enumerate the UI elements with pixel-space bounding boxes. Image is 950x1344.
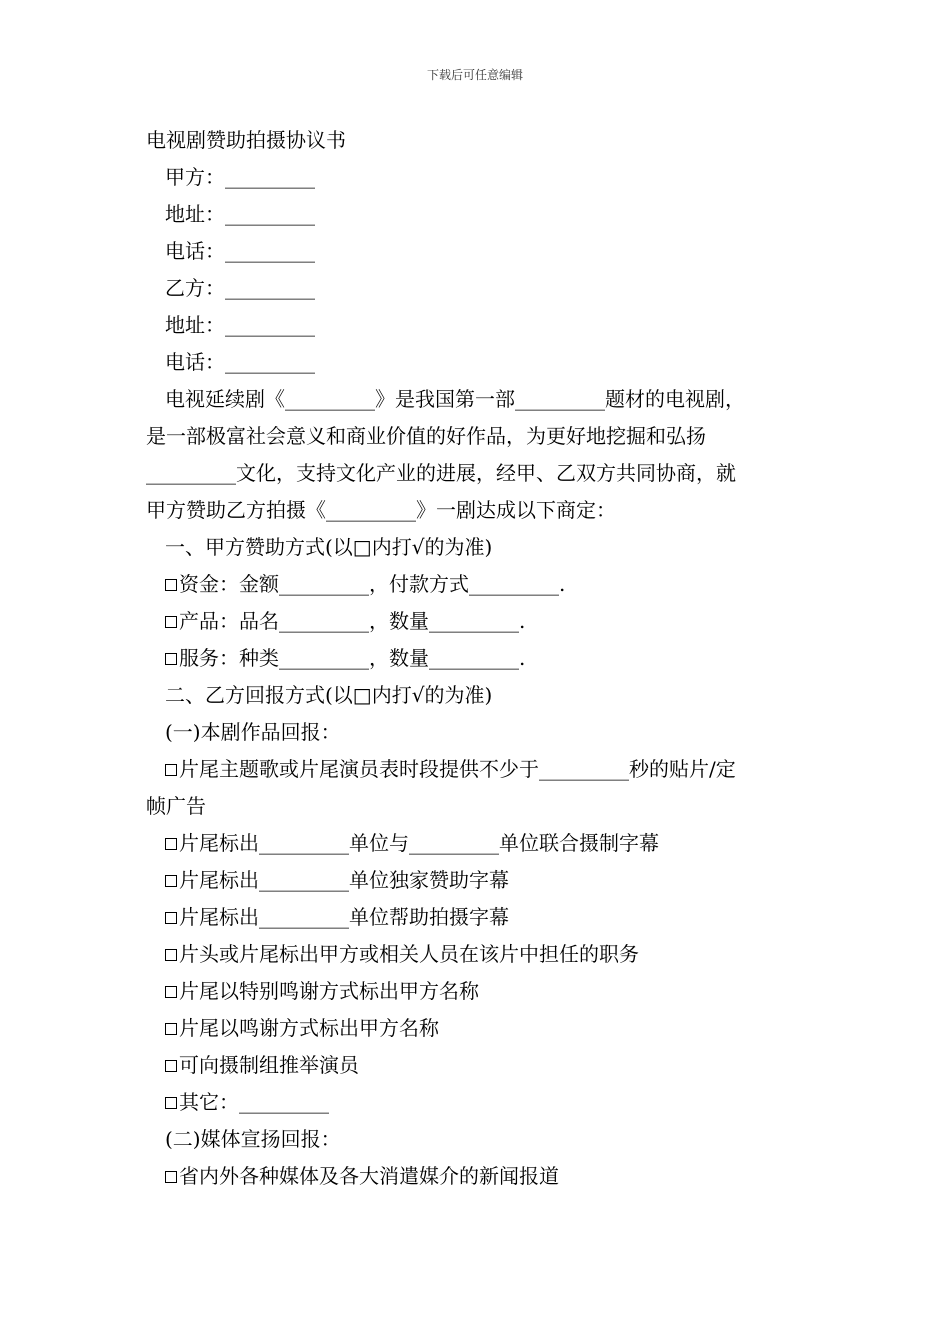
checkbox-item-label: 资金：金额_________，付款方式_________. [179,572,566,596]
checkbox-item [146,825,816,862]
checkbox-item [146,566,816,603]
checkbox-item-label: 省内外各种媒体及各大消遣媒介的新闻报道 [179,1164,559,1188]
checkbox-item [146,973,816,1010]
checkbox-icon [165,579,177,591]
document-title: 电视剧赞助拍摄协议书 [146,128,346,152]
checkbox-item [146,1010,816,1047]
party-a-address-field: 地址：_________ [165,202,315,226]
intro-line: _________文化，支持文化产业的进展，经甲、乙双方共同协商，就 [146,461,736,485]
checkbox-icon [165,616,177,628]
checkbox-item-label: 片尾标出_________单位与_________单位联合摄制字幕 [179,831,659,855]
checkbox-item [146,862,816,899]
intro-line: 电视延续剧《_________》是我国第一部_________题材的电视剧， [165,387,745,411]
party-b-address-field: 地址：_________ [165,313,315,337]
checkbox-icon [165,1023,177,1035]
party-a-field: 甲方：_________ [165,165,315,189]
checkbox-item-label: 其它：_________ [179,1090,329,1114]
checkbox-item [146,1084,816,1121]
subsection-heading: (二)媒体宣扬回报： [165,1127,341,1151]
checkbox-item [146,751,816,788]
checkbox-item [146,603,816,640]
checkbox-icon [165,986,177,998]
checkbox-item-label: 可向摄制组推举演员 [179,1053,359,1077]
checkbox-icon [165,653,177,665]
checkbox-icon [165,912,177,924]
checkbox-item-label: 产品：品名_________，数量_________. [179,609,526,633]
checkbox-item-label: 服务：种类_________，数量_________. [179,646,526,670]
intro-line: 甲方赞助乙方拍摄《_________》一剧达成以下商定： [146,498,616,522]
checkbox-item [146,936,816,973]
checkbox-item [146,1158,816,1195]
checkbox-item-label: 片尾标出_________单位独家赞助字幕 [179,868,509,892]
document-body [146,122,816,1195]
section-heading: 一、甲方赞助方式(以□内打√的为准) [165,535,493,559]
checkbox-item [146,640,816,677]
intro-line: 是一部极富社会意义和商业价值的好作品，为更好地挖掘和弘扬 [146,424,706,448]
checkbox-item-label: 片头或片尾标出甲方或相关人员在该片中担任的职务 [179,942,639,966]
party-b-phone-field: 电话：_________ [165,350,315,374]
checkbox-item-label: 片尾标出_________单位帮助拍摄字幕 [179,905,509,929]
checkbox-icon [165,764,177,776]
checkbox-icon [165,838,177,850]
checkbox-icon [165,875,177,887]
party-b-field: 乙方：_________ [165,276,315,300]
checkbox-item [146,899,816,936]
checkbox-item-continuation: 帧广告 [146,794,206,818]
checkbox-icon [165,1171,177,1183]
checkbox-icon [165,949,177,961]
checkbox-item-label: 片尾主题歌或片尾演员表时段提供不少于_________秒的贴片/定 [179,757,736,781]
checkbox-item-label: 片尾以特别鸣谢方式标出甲方名称 [179,979,479,1003]
checkbox-item [146,1047,816,1084]
subsection-heading: (一)本剧作品回报： [165,720,341,744]
checkbox-icon [165,1097,177,1109]
section-heading: 二、乙方回报方式(以□内打√的为准) [165,683,493,707]
party-a-phone-field: 电话：_________ [165,239,315,263]
checkbox-item-label: 片尾以鸣谢方式标出甲方名称 [179,1016,439,1040]
page-header: 下载后可任意编辑 [426,68,523,82]
checkbox-icon [165,1060,177,1072]
